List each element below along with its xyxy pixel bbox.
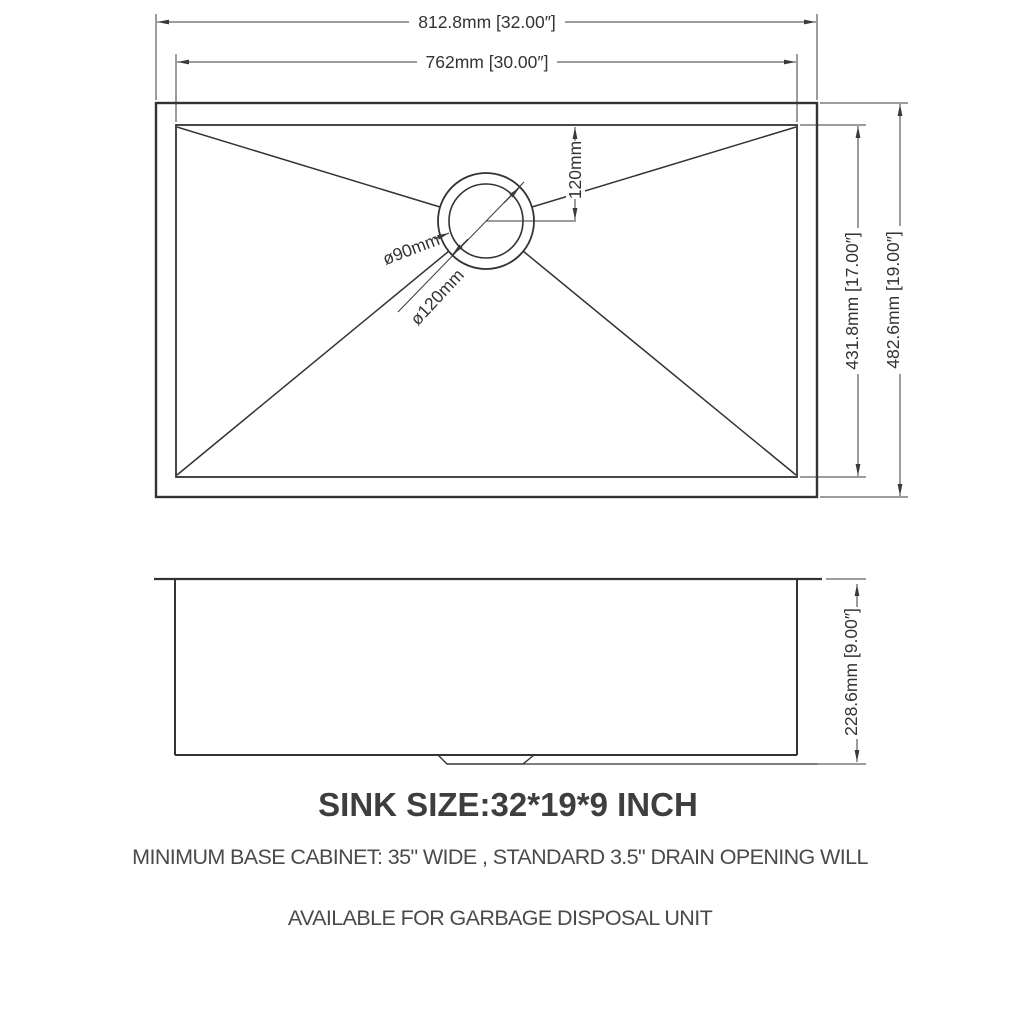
bowl-slope-line-bl <box>177 251 449 475</box>
dim-overall-height-label: 482.6mm [19.00″] <box>883 231 903 369</box>
dim-depth-label: 228.6mm [9.00″] <box>841 608 861 736</box>
dim-drain-outer-diameter-label: ø120mm <box>406 264 468 330</box>
dim-drain-inner-diameter-label: ø90mm <box>379 229 443 269</box>
dim-overall-width-label: 812.8mm [32.00″] <box>418 12 556 32</box>
drain-recess-profile <box>438 755 534 764</box>
top-view <box>156 103 817 497</box>
side-view <box>154 579 822 764</box>
sink-bowl-edge <box>176 125 797 477</box>
sink-outer-rim <box>156 103 817 497</box>
note-cabinet-drain: MINIMUM BASE CABINET: 35" WIDE , STANDARD 3.5" DRAIN OPENING WILL <box>132 845 868 869</box>
bowl-slope-line-br <box>523 251 796 475</box>
dim-bowl-width-label: 762mm [30.00″] <box>425 52 549 72</box>
dim-bowl-height-label: 431.8mm [17.00″] <box>842 232 862 370</box>
dim-overall-height <box>820 103 908 497</box>
dim-bowl-width <box>176 52 797 122</box>
sink-size-title: SINK SIZE:32*19*9 INCH <box>318 786 698 823</box>
dim-bowl-height <box>800 125 866 477</box>
note-garbage-disposal: AVAILABLE FOR GARBAGE DISPOSAL UNIT <box>287 906 713 930</box>
dim-drain-offset-label: 120mm <box>565 140 585 200</box>
dim-depth <box>818 579 866 764</box>
dim-drain-offset <box>486 127 585 221</box>
bowl-slope-line-tl <box>177 127 440 207</box>
